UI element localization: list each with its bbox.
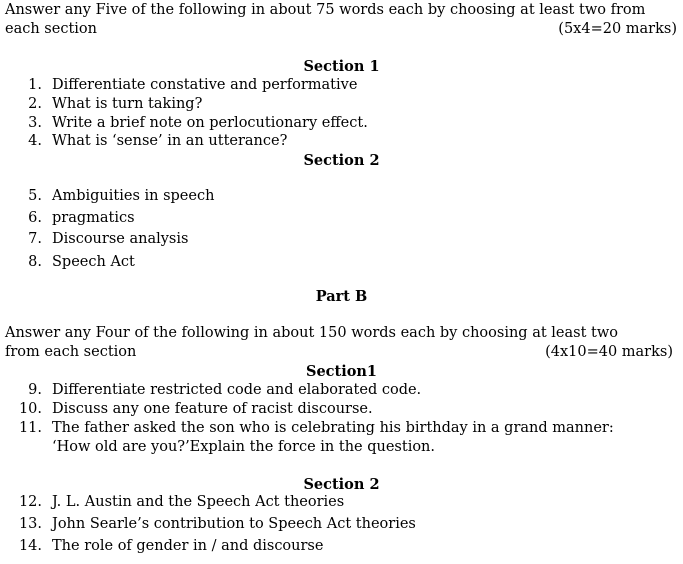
part-a-section1-title: Section 1 — [303, 58, 380, 75]
item-number: 4. — [28, 133, 42, 149]
item-number: 11. — [18, 420, 42, 436]
item-text: ‘How old are you?’Explain the force in the question. — [52, 439, 436, 455]
item-number: 9. — [28, 382, 42, 398]
part-b-marks: (4x10=40 marks) — [545, 344, 673, 360]
item-number: 13. — [18, 516, 42, 532]
item-number: 6. — [28, 210, 42, 226]
item-text: Differentiate restricted code and elaborated code. — [52, 382, 422, 398]
item-text: The role of gender in / and discourse — [52, 538, 324, 554]
item-number: 3. — [28, 115, 42, 131]
item-number: 7. — [28, 231, 42, 247]
item-number: 10. — [18, 401, 42, 417]
part-b-title: Part B — [315, 288, 368, 305]
item-text: Write a brief note on perlocutionary effect. — [52, 115, 368, 131]
item-number: 12. — [18, 494, 42, 510]
part-a-marks: (5x4=20 marks) — [558, 21, 677, 37]
item-text: Ambiguities in speech — [52, 188, 215, 204]
part-a-section2-title: Section 2 — [303, 152, 380, 169]
item-number: 5. — [28, 188, 42, 204]
item-text: J. L. Austin and the Speech Act theories — [52, 494, 345, 510]
item-number: 1. — [28, 77, 42, 93]
item-text: John Searle’s contribution to Speech Act theories — [52, 516, 416, 532]
part-b-section1-title: Section1 — [305, 363, 378, 380]
item-number: 14. — [18, 538, 42, 554]
item-text: Speech Act — [52, 254, 135, 270]
part-b-instruction-line2: from each section — [5, 344, 137, 360]
item-number: 2. — [28, 96, 42, 112]
item-text: pragmatics — [52, 210, 135, 226]
item-text: Discuss any one feature of racist discourse. — [52, 401, 373, 417]
item-text: Discourse analysis — [52, 231, 189, 247]
item-text: What is ‘sense’ in an utterance? — [52, 133, 288, 149]
item-text: The father asked the son who is celebrating his birthday in a grand manner: — [52, 420, 614, 436]
part-a-instruction-line1: Answer any Five of the following in about 75 words each by choosing at least two from — [5, 2, 646, 18]
item-text: Differentiate constative and performative — [52, 77, 358, 93]
part-b-section2-title: Section 2 — [303, 476, 380, 493]
item-text: What is turn taking? — [52, 96, 203, 112]
item-number: 8. — [28, 254, 42, 270]
part-a-instruction-line2: each section — [5, 21, 97, 37]
part-b-instruction-line1: Answer any Four of the following in about 150 words each by choosing at least two — [5, 325, 618, 341]
